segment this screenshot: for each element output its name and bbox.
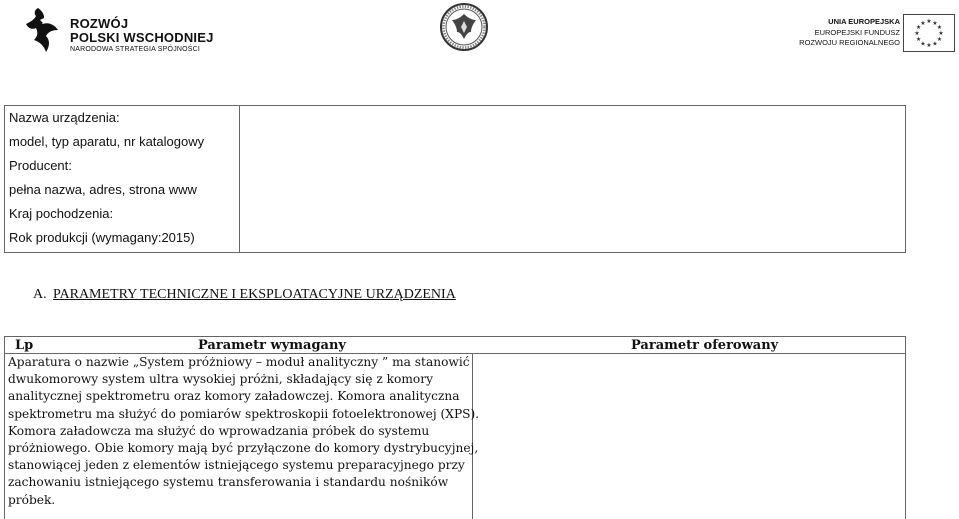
eu-logo-line-3: ROZWOJU REGIONALNEGO: [799, 38, 900, 47]
stylized-eagle-figure-icon: [24, 6, 66, 54]
logo-line-2: POLSKI WSCHODNIEJ: [70, 30, 214, 45]
header-offered: Parametr oferowany: [631, 338, 779, 353]
device-info-labels: [5, 106, 240, 252]
model-label: model, typ aparatu, nr katalogowy: [9, 134, 205, 149]
section-title: PARAMETRY TECHNICZNE I EKSPLOATACYJNE URZĄDZENIA: [53, 287, 456, 302]
offered-parameter-cell[interactable]: [474, 354, 905, 519]
logo-line-1: ROZWÓJ: [70, 16, 129, 31]
country-label: Kraj pochodzenia:: [9, 206, 114, 221]
eu-star: ★: [938, 31, 944, 38]
eu-star: ★: [926, 19, 932, 26]
column-divider: [472, 353, 473, 519]
required-parameter-cell: [8, 354, 480, 509]
eu-flag-icon: [904, 15, 954, 51]
section-number: A.: [33, 287, 47, 302]
producer-label: Producent:: [9, 158, 72, 173]
logo-line-3: NARODOWA STRATEGIA SPÓJNOŚCI: [70, 46, 201, 53]
header-lp: Lp: [15, 338, 34, 353]
eu-star: ★: [920, 41, 926, 48]
parameters-table-header: [5, 337, 905, 354]
required-text-line: próbek.: [8, 492, 56, 507]
eu-star: ★: [926, 43, 932, 50]
eu-star: ★: [936, 37, 943, 44]
eu-flag: [903, 14, 955, 52]
required-text-line: stanowiącej jeden z elementów istniejącego systemu preparacyjnego przy: [8, 458, 465, 473]
university-seal-icon: [437, 2, 491, 52]
university-seal: [437, 2, 491, 52]
required-text-line: analitycznej spektrometru oraz komory załadowczej. Komora analityczna: [8, 389, 460, 404]
header-required: Parametr wymagany: [198, 338, 346, 353]
eu-star: ★: [920, 20, 926, 27]
producer-details-label: pełna nazwa, adres, strona www: [9, 182, 197, 197]
required-text-line: Komora załadowcza ma służyć do wprowadzania próbek do systemu: [8, 423, 430, 438]
rozwoj-polski-wschodniej-logo: [24, 6, 214, 54]
eu-star: ★: [936, 25, 943, 32]
eu-logo-line-2: EUROPEJSKI FUNDUSZ: [814, 28, 900, 37]
eu-star: ★: [915, 25, 922, 32]
required-text-line: próżniowego. Obie komory mają być przyłączone do komory dystrybucyjnej,: [8, 440, 479, 455]
eu-logo-line-1: UNIA EUROPEJSKA: [828, 17, 900, 26]
device-name-label: Nazwa urządzenia:: [9, 110, 120, 125]
eu-star: ★: [914, 31, 920, 38]
eu-star: ★: [932, 41, 938, 48]
required-text-line: Aparatura o nazwie „System próżniowy – moduł analityczny ” ma stanowić: [8, 355, 470, 369]
required-text-line: spektrometru ma służyć do pomiarów spektroskopii fotoelektronowej (XPS).: [8, 406, 480, 421]
device-info-value-cell[interactable]: [241, 106, 905, 252]
eu-star: ★: [932, 20, 938, 27]
device-info-table: [4, 105, 906, 253]
required-text-line: zachowaniu istniejącego systemu transferowania i standardu nośników: [8, 475, 449, 490]
eu-fund-logo: [799, 14, 955, 54]
section-heading: [33, 287, 456, 303]
production-year-label: Rok produkcji (wymagany:2015): [9, 230, 195, 245]
eu-star: ★: [915, 37, 922, 44]
required-text-line: dwukomorowy system ultra wysokiej próżni, składający się z komory: [8, 372, 433, 387]
parameters-table: [4, 336, 906, 519]
